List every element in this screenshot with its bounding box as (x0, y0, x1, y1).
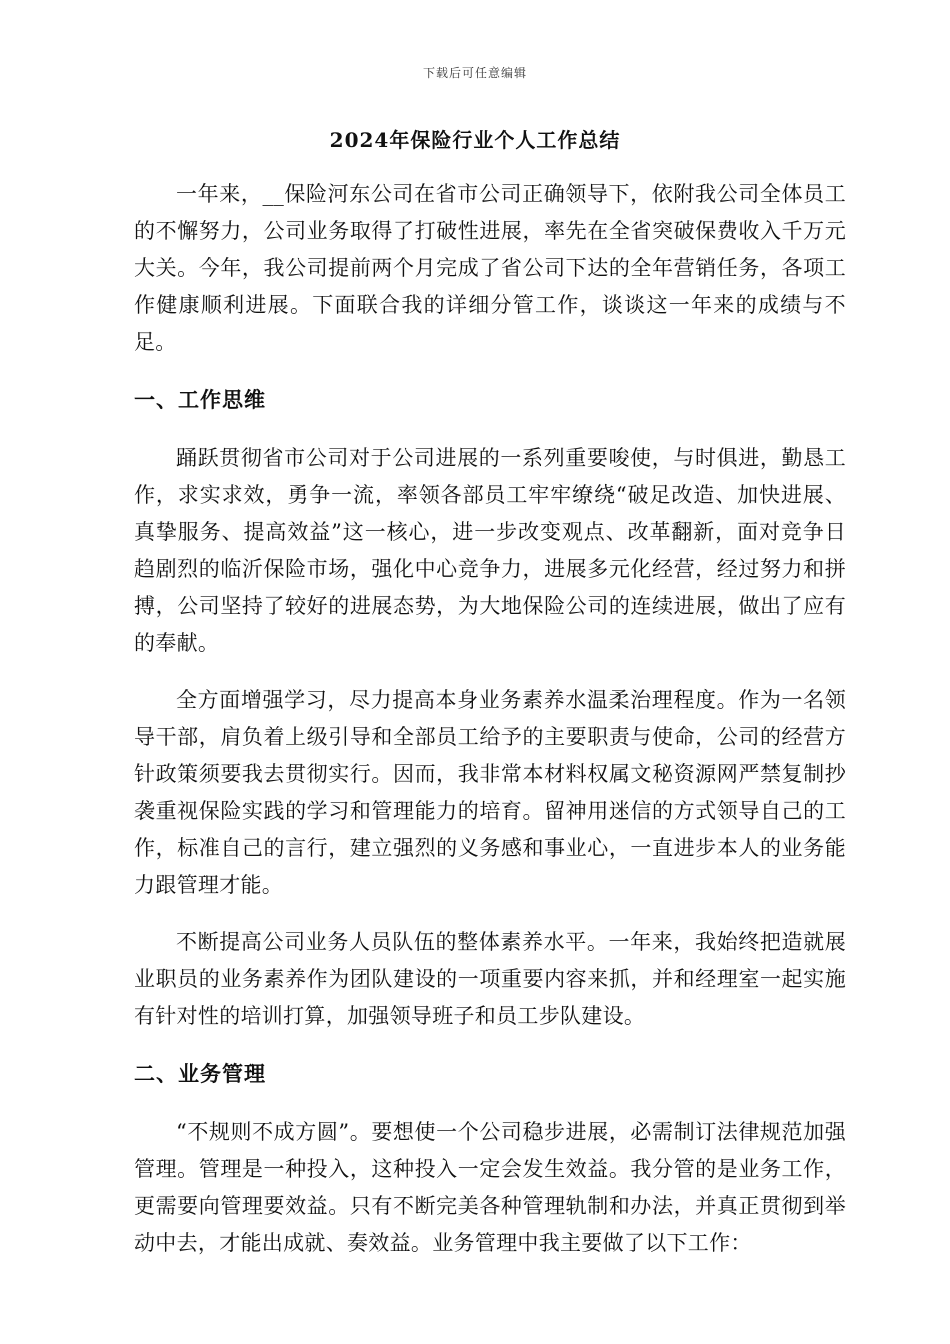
section-1-paragraph-1: 踊跃贯彻省市公司对于公司进展的一系列重要唆使，与时俱进，勤恳工作，求实求效，勇争一流，率领各部员工牢牢缭绕“破足改造、加快进展、真挚服务、提高效益”这一核心，进一步改变观点、改革翻新，面对竞争日趋剧烈的临沂保险市场，强化中心竞争力，进展多元化经营，经过努力和拼搏，公司坚持了较好的进展态势，为大地保险公司的连续进展，做出了应有的奉献。 (134, 446, 846, 655)
page-header-note: 下载后可任意编辑 (422, 66, 527, 80)
document-body (134, 176, 846, 1282)
section-2-heading: 二、业务管理 (134, 1061, 266, 1086)
document-title: 2024年保险行业个人工作总结 (329, 128, 621, 152)
section-2-paragraph-1: “不规则不成方圆”。要想使一个公司稳步进展，必需制订法律规范加强管理。管理是一种投入，这种投入一定会发生效益。我分管的是业务工作，更需要向管理要效益。只有不断完美各种管理轨制和办法，并真正贯彻到举动中去，才能出成就、奏效益。业务管理中我主要做了以下工作： (134, 1120, 846, 1255)
section-1-paragraph-3: 不断提高公司业务人员队伍的整体素养水平。一年来，我始终把造就展业职员的业务素养作为团队建设的一项重要内容来抓，并和经理室一起实施有针对性的培训打算，加强领导班子和员工步队建设。 (134, 930, 846, 1028)
section-1-heading: 一、工作思维 (134, 387, 266, 412)
section-1-paragraph-2: 全方面增强学习，尽力提高本身业务素养水温柔治理程度。作为一名领导干部，肩负着上级引导和全部员工给予的主要职责与使命，公司的经营方针政策须要我去贯彻实行。因而，我非常本材料权属文秘资源网严禁复制抄袭重视保险实践的学习和管理能力的培育。留神用迷信的方式领导自己的工作，标准自己的言行，建立强烈的义务感和事业心，一直进步本人的业务能力跟管理才能。 (134, 688, 846, 897)
intro-paragraph: 一年来，__保险河东公司在省市公司正确领导下，依附我公司全体员工的不懈努力，公司业务取得了打破性进展，率先在全省突破保费收入千万元大关。今年，我公司提前两个月完成了省公司下达的全年营销任务，各项工作健康顺利进展。下面联合我的详细分管工作，谈谈这一年来的成绩与不足。 (134, 182, 846, 354)
